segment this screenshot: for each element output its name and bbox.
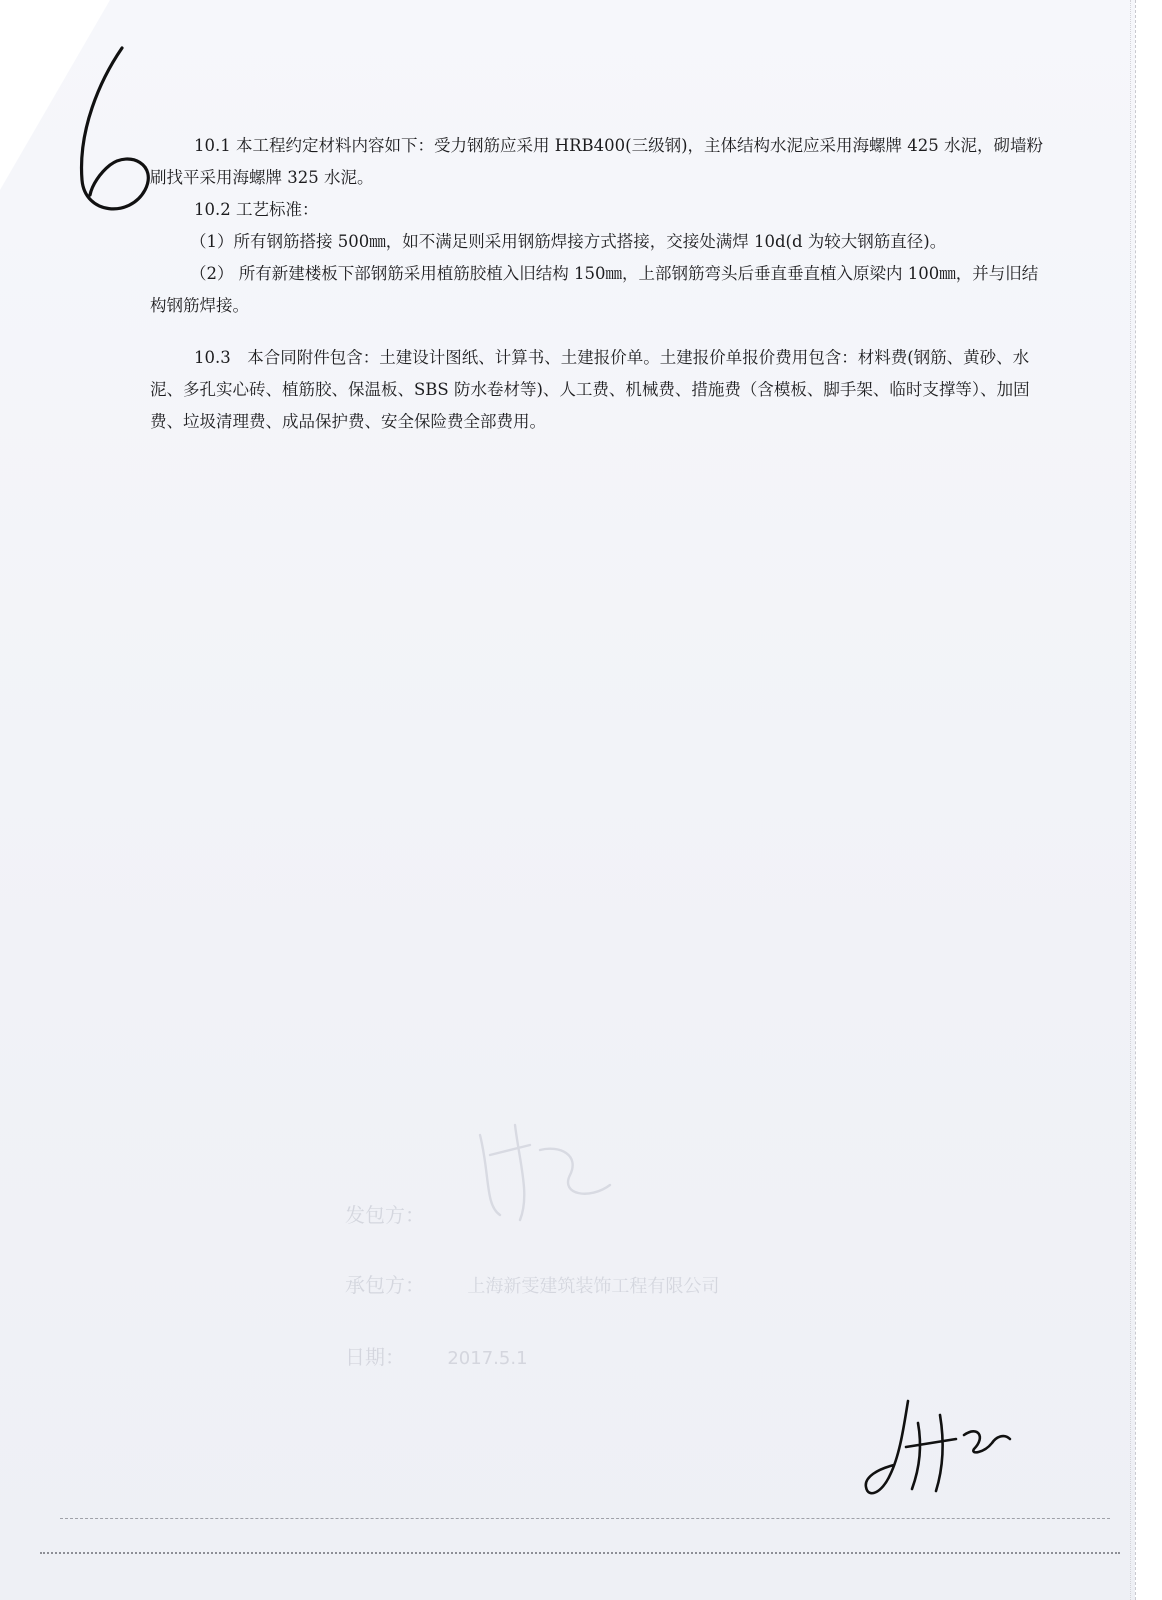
- clause-10-1: 10.1 本工程约定材料内容如下：受力钢筋应采用 HRB400(三级钢)，主体结构水泥应采用海螺牌 425 水泥，砌墙粉刷找平采用海螺牌 325 水泥。: [150, 136, 1044, 187]
- page-edge-line: [1130, 0, 1132, 1600]
- handwritten-page-number-icon: [60, 40, 160, 220]
- party-b-name: 上海新雯建筑装饰工程有限公司: [467, 1276, 720, 1297]
- handwritten-signature-icon: [860, 1395, 1020, 1505]
- page-right-edge: [1135, 0, 1162, 1600]
- footer-dotted-rule: [40, 1552, 1120, 1554]
- party-a-row: [345, 1180, 719, 1250]
- party-a-label: 发包方：: [345, 1203, 425, 1227]
- document-body: [150, 130, 1050, 438]
- clause-10-2-heading: 10.2 工艺标准：: [194, 200, 319, 219]
- date-row: [345, 1322, 719, 1394]
- party-b-label: 承包方：: [345, 1273, 425, 1297]
- date-value: 2017.5.1: [447, 1348, 528, 1369]
- paragraph-gap: [150, 322, 1050, 342]
- clause-10-2-item-1: （1）所有钢筋搭接 500㎜，如不满足则采用钢筋焊接方式搭接，交接处满焊 10d(d 为较大钢筋直径)。: [190, 232, 947, 251]
- date-label: 日期：: [345, 1345, 405, 1369]
- clause-10-2-item-2: （2） 所有新建楼板下部钢筋采用植筋胶植入旧结构 150㎜，上部钢筋弯头后垂直垂直植入原梁内 100㎜，并与旧结构钢筋焊接。: [150, 264, 1039, 315]
- bleed-through-signature-block: [345, 1180, 719, 1394]
- footer-rule: [60, 1518, 1110, 1519]
- clause-10-3: 10.3 本合同附件包含：土建设计图纸、计算书、土建报价单。土建报价单报价费用包含：材料费(钢筋、黄砂、水泥、多孔实心砖、植筋胶、保温板、SBS 防水卷材等)、人工费、机械费、措施费（含模板、脚手架、临时支撑等）、加固费、垃圾清理费、成品保护费、安全保险费全部费用。: [150, 348, 1030, 431]
- party-b-row: [345, 1250, 719, 1322]
